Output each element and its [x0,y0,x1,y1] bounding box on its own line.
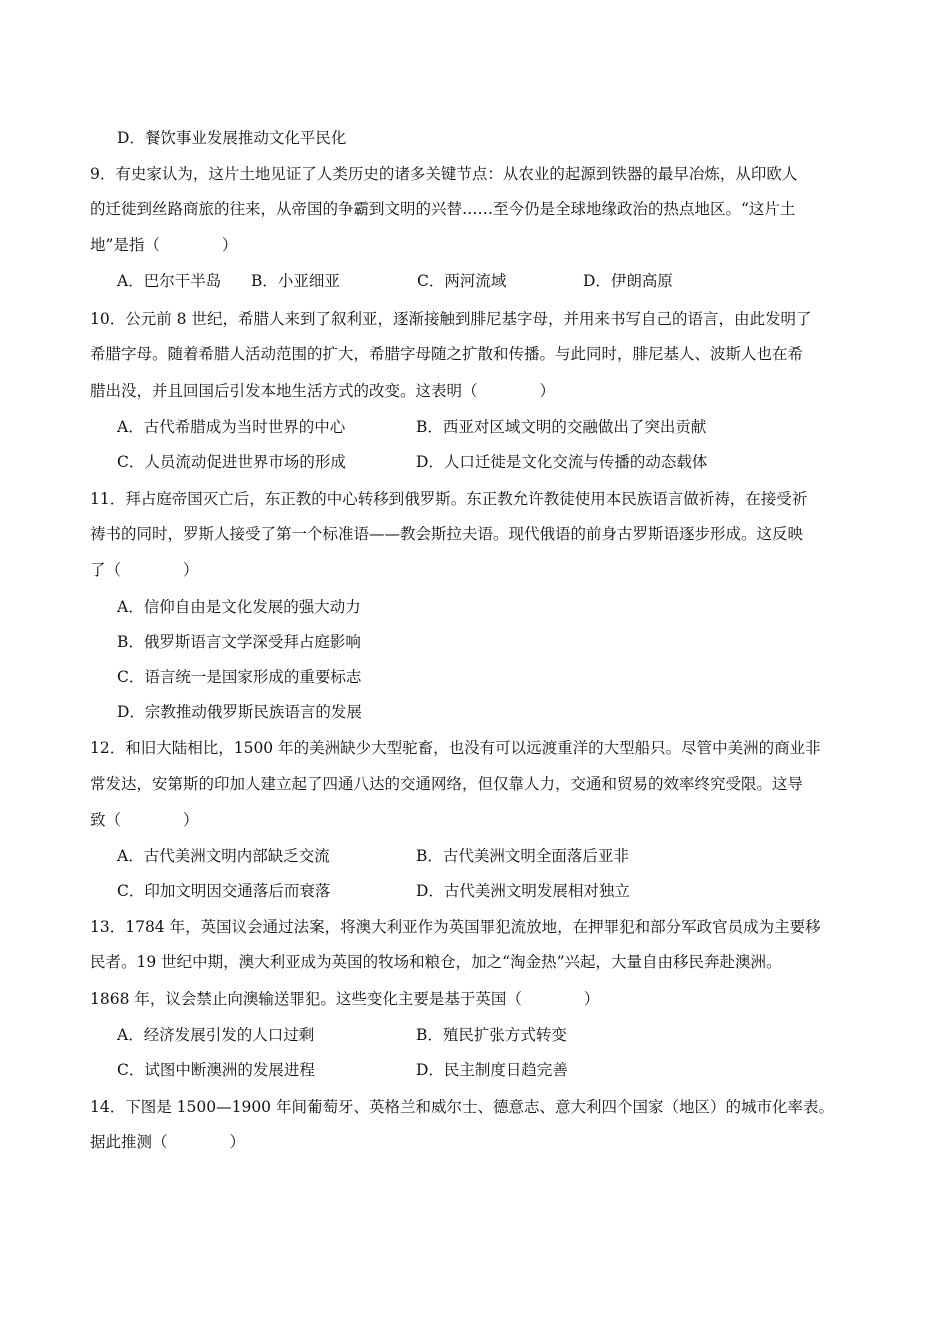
q10-stem-line-1: 10．公元前 8 世纪，希腊人来到了叙利亚，逐渐接触到腓尼基字母，并用来书写自己的语言，由此发明了 [90,310,812,328]
q13-option-b: B．殖民扩张方式转变 [416,1026,567,1044]
q9-stem-line-3: 地”是指（ ） [90,236,238,254]
q10-option-b: B．西亚对区域文明的交融做出了突出贡献 [416,418,707,436]
q9-option-d: D．伊朗高原 [583,272,673,290]
q11-option-d: D．宗教推动俄罗斯民族语言的发展 [117,703,362,721]
q10-stem-line-3: 腊出没，并且回国后引发本地生活方式的改变。这表明（ ） [90,382,556,400]
q13-option-a: A．经济发展引发的人口过剩 [117,1026,315,1044]
q10-option-d: D．人口迁徙是文化交流与传播的动态载体 [416,453,708,471]
q9-option-a: A．巴尔干半岛 [117,272,222,290]
q13-stem-line-2: 民者。19 世纪中期，澳大利亚成为英国的牧场和粮仓，加之“淘金热”兴起，大量自由移民奔赴澳洲。 [90,953,782,971]
q12-option-c: C．印加文明因交通落后而衰落 [117,882,331,900]
q12-option-a: A．古代美洲文明内部缺乏交流 [117,847,330,865]
q12-option-b: B．古代美洲文明全面落后亚非 [416,847,629,865]
q13-stem-line-3: 1868 年，议会禁止向澳输送罪犯。这些变化主要是基于英国（ ） [90,990,600,1008]
q14-stem-line-1: 14．下图是 1500—1900 年间葡萄牙、英格兰和威尔士、德意志、意大利四个国家（地区）的城市化率表。 [90,1098,834,1116]
q12-stem-line-1: 12．和旧大陆相比，1500 年的美洲缺少大型驼畜，也没有可以远渡重洋的大型船只。尽管中美洲的商业非 [90,739,821,757]
q13-option-c: C．试图中断澳洲的发展进程 [117,1061,315,1079]
q13-stem-line-1: 13．1784 年，英国议会通过法案，将澳大利亚作为英国罪犯流放地，在押罪犯和部分军政官员成为主要移 [90,918,821,936]
q11-option-b: B．俄罗斯语言文学深受拜占庭影响 [117,633,361,651]
q9-stem-line-2: 的迁徙到丝路商旅的往来，从帝国的争霸到文明的兴替……至今仍是全球地缘政治的热点地区。“这片土 [90,200,796,218]
q8-option-d: D．餐饮事业发展推动文化平民化 [117,129,347,147]
q12-stem-line-3: 致（ ） [90,811,199,829]
q9-option-b: B．小亚细亚 [251,272,340,290]
q11-option-c: C．语言统一是国家形成的重要标志 [117,668,362,686]
q9-option-c: C．两河流域 [417,272,507,290]
q9-stem-line-1: 9．有史家认为，这片土地见证了人类历史的诸多关键节点：从农业的起源到铁器的最早冶炼，从印欧人 [90,165,798,183]
q12-stem-line-2: 常发达，安第斯的印加人建立起了四通八达的交通网络，但仅靠人力，交通和贸易的效率终究受限。这导 [90,775,804,793]
q13-option-d: D．民主制度日趋完善 [416,1061,568,1079]
q12-option-d: D．古代美洲文明发展相对独立 [416,882,630,900]
q10-stem-line-2: 希腊字母。随着希腊人活动范围的扩大，希腊字母随之扩散和传播。与此同时，腓尼基人、波斯人也在希 [90,345,804,363]
q11-option-a: A．信仰自由是文化发展的强大动力 [117,598,361,616]
q10-option-c: C．人员流动促进世界市场的形成 [117,453,346,471]
q11-stem-line-3: 了（ ） [90,561,199,579]
q11-stem-line-2: 祷书的同时，罗斯人接受了第一个标准语——教会斯拉夫语。现代俄语的前身古罗斯语逐步形成。这反映 [90,525,804,543]
q11-stem-line-1: 11．拜占庭帝国灭亡后，东正教的中心转移到俄罗斯。东正教允许教徒使用本民族语言做祈祷，在接受祈 [90,490,808,508]
q10-option-a: A．古代希腊成为当时世界的中心 [117,418,346,436]
q14-stem-line-2: 据此推测（ ） [90,1133,246,1151]
